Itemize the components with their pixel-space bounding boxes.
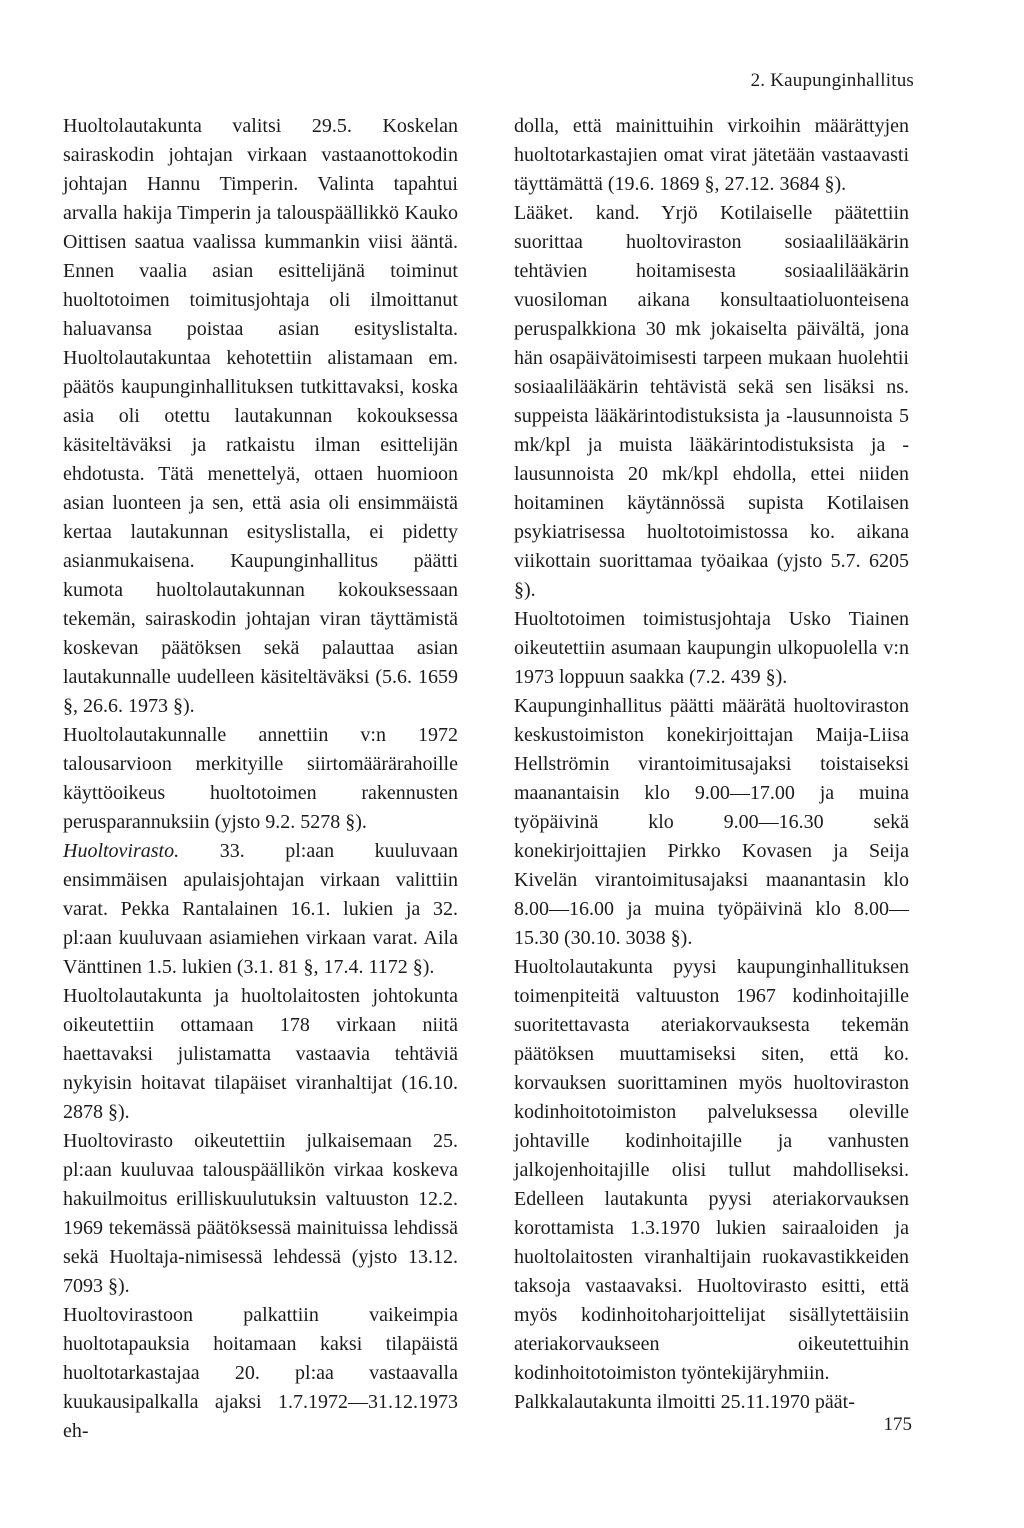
running-header: 2. Kaupunginhallitus [750, 70, 914, 91]
paragraph: Huoltolautakunta ja huoltolaitosten johtokunta oikeutettiin ottamaan 178 virkaan niitä haettavaksi julistamatta vastaavia tehtäviä nykyisin hoitavat tilapäiset viranhaltijat (16.10. 2878 §). [63, 985, 458, 1123]
paragraph: Kaupunginhallitus päätti määrätä huoltoviraston keskustoimiston konekirjoittajan Maija-Liisa Hellströmin virantoimitusajaksi toistaiseksi maanantaisin klo 9.00—17.00 ja muina työpäivinä klo 9.00—16.30 sekä konekirjoittajien Pirkko Kovasen ja Seija Kivelän virantoimitusajaksi maanantasin klo 8.00—16.00 ja muina työpäivinä klo 8.00—15.30 (30.10. 3038 §). [514, 695, 909, 949]
paragraph-text: 33. pl:aan kuuluvaan ensimmäisen apulaisjohtajan virkaan valittiin varat. Pekka Rantalainen 16.1. lukien ja 32. pl:aan kuuluvaan asiamiehen virkaan varat. Aila Vänttinen 1.5. lukien (3.1. 81 §, 17.4. 1172 §). [63, 840, 458, 978]
paragraph: Huoltotoimen toimistusjohtaja Usko Tiainen oikeutettiin asumaan kaupungin ulkopuolella v:n 1973 loppuun saakka (7.2. 439 §). [514, 608, 909, 688]
paragraph: Lääket. kand. Yrjö Kotilaiselle päätettiin suorittaa huoltoviraston sosiaalilääkärin tehtävien hoitamisesta sosiaalilääkärin vuosiloman aikana konsultaatioluonteisena peruspalkkiona 30 mk jokaiselta päivältä, jona hän osapäivätoimisesti tarpeen mukaan huolehtii sosiaalilääkärin tehtävistä sekä sen lisäksi ns. suppeista lääkärintodistuksista ja -lausunnoista 5 mk/kpl ja muista lääkärintodistuksista ja -lausunnoista 20 mk/kpl ehdolla, ettei niiden hoitaminen käytännössä supista Kotilaisen psykiatrisessa huoltotoimistossa ko. aikana viikottain suorittamaa työaikaa (yjsto 5.7. 6205 §). [514, 202, 909, 601]
paragraph: Huoltovirasto oikeutettiin julkaisemaan 25. pl:aan kuuluvaa talouspäällikön virkaa koskeva hakuilmoitus erilliskuulutuksin valtuuston 12.2. 1969 tekemässä päätöksessä mainituissa lehdissä sekä Huoltaja-nimisessä lehdessä (yjsto 13.12. 7093 §). [63, 1130, 458, 1297]
paragraph: Huoltovirastoon palkattiin vaikeimpia huoltotapauksia hoitamaan kaksi tilapäistä huoltotarkastajaa 20. pl:aa vastaavalla kuukausipalkalla ajaksi 1.7.1972—31.12.1973 eh- [63, 1304, 458, 1442]
paragraph: Huoltolautakunta pyysi kaupunginhallituksen toimenpiteitä valtuuston 1967 kodinhoitajille suoritettavasta ateriakorvauksesta tekemän päätöksen muuttamiseksi siten, että ko. korvauksen suorittaminen myös huoltoviraston kodinhoitotoimiston palveluksessa oleville johtaville kodinhoitajille ja vanhusten jalkojenhoitajille olisi tullut mahdolliseksi. Edelleen lautakunta pyysi ateriakorvauksen korottamista 1.3.1970 lukien sairaaloiden ja huoltolaitosten viranhaltijain ruokavastikkeiden taksoja vastaavaksi. Huoltovirasto esitti, että myös kodinhoitoharjoittelijat sisällytettäisiin ateriakorvaukseen oikeutettuihin kodinhoitotoimiston työntekijäryhmiin. [514, 956, 909, 1384]
section-label: Huoltovirasto. [63, 840, 180, 862]
paragraph: Huoltolautakunnalle annettiin v:n 1972 talousarvioon merkityille siirtomäärärahoille käyttöoikeus huoltotoimen rakennusten perusparannuksiin (yjsto 9.2. 5278 §). [63, 724, 458, 833]
right-column [514, 112, 909, 1417]
paragraph: Huoltolautakunta valitsi 29.5. Koskelan sairaskodin johtajan virkaan vastaanottokodin johtajan Hannu Timperin. Valinta tapahtui arvalla hakija Timperin ja talouspäällikkö Kauko Oittisen saatua vaalissa kummankin viisi ääntä. Ennen vaalia asian esittelijänä toiminut huoltotoimen toimitusjohtaja oli ilmoittanut haluavansa poistaa asian esityslistalta. Huoltolautakuntaa kehotettiin alistamaan em. päätös kaupunginhallituksen tutkittavaksi, koska asia oli otettu lautakunnan kokouksessa käsiteltäväksi ja ratkaistu ilman esittelijän ehdotusta. Tätä menettelyä, ottaen huomioon asian luonteen ja sen, että asia oli ensimmäistä kertaa lautakunnan esityslistalla, ei pidetty asianmukaisena. Kaupunginhallitus päätti kumota huoltolautakunnan kokouksessaan tekemän, sairaskodin johtajan viran täyttämistä koskevan päätöksen sekä palauttaa asian lautakunnalle uudelleen käsiteltäväksi (5.6. 1659 §, 26.6. 1973 §). [63, 115, 458, 717]
paragraph [63, 837, 458, 982]
paragraph: Palkkalautakunta ilmoitti 25.11.1970 päät- [514, 1391, 855, 1413]
page-number: 175 [883, 1414, 912, 1435]
left-column [63, 112, 458, 1446]
paragraph: dolla, että mainittuihin virkoihin määrättyjen huoltotarkastajien omat virat jätetään vastaavasti täyttämättä (19.6. 1869 §, 27.12. 3684 §). [514, 115, 909, 195]
